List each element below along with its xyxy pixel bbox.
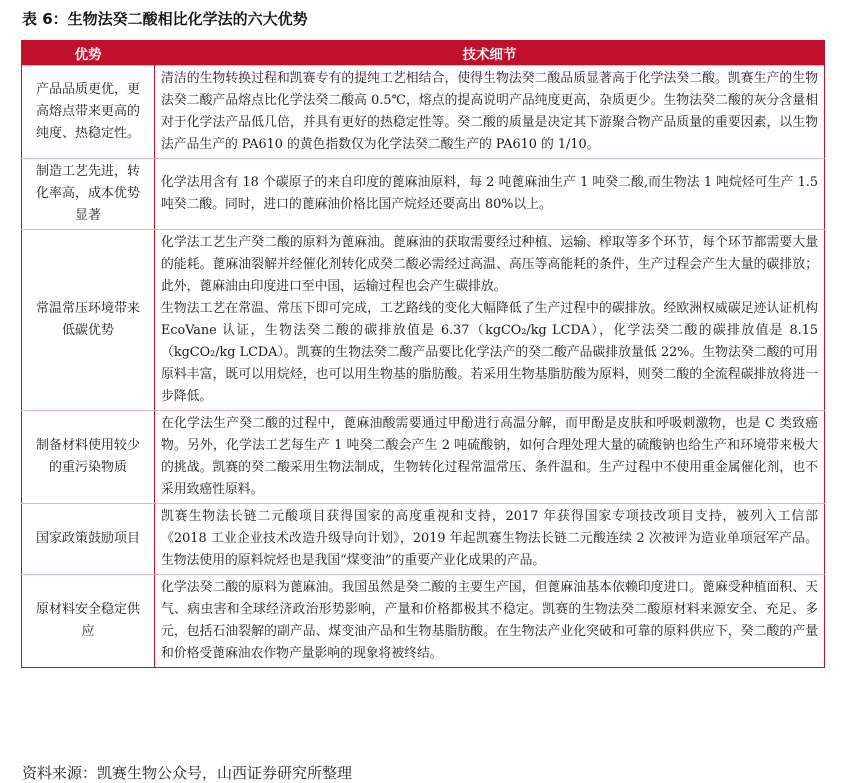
table-row xyxy=(22,66,825,159)
table-row xyxy=(22,411,825,504)
advantage-cell: 产品品质更优，更高熔点带来更高的纯度、热稳定性。 xyxy=(22,66,155,159)
advantage-cell: 制备材料使用较少的重污染物质 xyxy=(22,411,155,504)
detail-paragraph: 清洁的生物转换过程和凯赛专有的提纯工艺相结合，使得生物法癸二酸品质显著高于化学法癸二酸。凯赛生产的生物法癸二酸产品熔点比化学法癸二酸高 0.5℃，熔点的提高说明产品纯度更高，杂质更少。生物法癸二酸的灰分含量相对于化学法产品低几倍，并具有更好的热稳定性等。癸二酸的质量是决定其下游聚合物产品质量的重要因素，以生物法产品生产的 PA610 的黄色指数仅为化学法癸二酸生产的 PA610 的 1/10。 xyxy=(161,71,818,152)
advantages-table xyxy=(21,40,825,668)
column-header-details: 技术细节 xyxy=(155,40,825,66)
table-row xyxy=(22,230,825,411)
table-row xyxy=(22,504,825,575)
detail-cell xyxy=(155,159,825,230)
advantage-cell: 常温常压环境带来低碳优势 xyxy=(22,230,155,411)
detail-cell xyxy=(155,504,825,575)
detail-cell xyxy=(155,575,825,668)
detail-paragraph: 凯赛生物法长链二元酸项目获得国家的高度重视和支持，2017 年获得国家专项技改项目支持，被列入工信部《2018 工业企业技术改造升级导向计划》，2019 年起凯赛生物法长链二元酸连续 2 次被评为造业单项冠军产品。生物法使用的原料烷烃也是我国“煤变油”的重要产业化成果的产品。 xyxy=(161,509,818,568)
detail-paragraph: 化学法工艺生产癸二酸的原料为蓖麻油。蓖麻油的获取需要经过种植、运输、榨取等多个环节，每个环节都需要大量的能耗。蓖麻油裂解并经催化剂转化成癸二酸必需经过高温、高压等高能耗的条件，生产过程会产生大量的碳排放；此外，蓖麻油由印度进口至中国，运输过程也会产生碳排放。 xyxy=(161,235,818,294)
advantage-cell: 国家政策鼓励项目 xyxy=(22,504,155,575)
table-header-row xyxy=(22,40,825,66)
detail-cell xyxy=(155,411,825,504)
advantage-cell: 原材料安全稳定供应 xyxy=(22,575,155,668)
detail-paragraph: 在化学法生产癸二酸的过程中，蓖麻油酸需要通过甲酚进行高温分解，而甲酚是皮肤和呼吸刺激物，也是 C 类致癌物。另外，化学法工艺每生产 1 吨癸二酸会产生 2 吨硫酸钠，如何合理处理大量的硫酸钠也给生产和环境带来极大的挑战。凯赛的癸二酸采用生物法制成，生物转化过程常温常压、条件温和。生产过程中不使用重金属催化剂，也不采用致癌性原料。 xyxy=(161,416,818,497)
table-row xyxy=(22,159,825,230)
table-row xyxy=(22,575,825,668)
column-header-advantage: 优势 xyxy=(22,40,155,66)
detail-paragraph: 化学法癸二酸的原料为蓖麻油。我国虽然是癸二酸的主要生产国，但蓖麻油基本依赖印度进口。蓖麻受种植面积、天气、病虫害和全球经济政治形势影响，产量和价格都极其不稳定。凯赛的生物法癸二酸原材料来源安全、充足、多元，包括石油裂解的副产品、煤变油产品和生物基脂肪酸。在生物法产业化突破和可靠的原料供应下，癸二酸的产量和价格受蓖麻油农作物产量影响的现象将被终结。 xyxy=(161,580,818,661)
detail-paragraph: 生物法工艺在常温、常压下即可完成，工艺路线的变化大幅降低了生产过程中的碳排放。经欧洲权威碳足迹认证机构 EcoVane 认证，生物法癸二酸的碳排放值是 6.37（kgCO₂/kg LCDA），化学法癸二酸的碳排放值是 8.15（kgCO₂/kg LCDA）。凯赛的生物法癸二酸产品要比化学法产的癸二酸产品碳排放量低 22%。生物法癸二酸的可用原料丰富，既可以用烷烃，也可以用生物基的脂肪酸。若采用生物基脂肪酸为原料，则癸二酸的全流程碳排放将进一步降低。 xyxy=(161,301,818,404)
detail-paragraph: 化学法用含有 18 个碳原子的来自印度的蓖麻油原料，每 2 吨蓖麻油生产 1 吨癸二酸,而生物法 1 吨烷烃可生产 1.5 吨癸二酸。同时，进口的蓖麻油价格比国产烷烃还要高出 80%以上。 xyxy=(161,175,818,212)
source-note: 资料来源：凯赛生物公众号，山西证券研究所整理 xyxy=(22,764,353,782)
detail-cell xyxy=(155,230,825,411)
table-caption: 表 6：生物法癸二酸相比化学法的六大优势 xyxy=(22,10,308,28)
detail-cell xyxy=(155,66,825,159)
advantage-cell: 制造工艺先进，转化率高，成本优势显著 xyxy=(22,159,155,230)
